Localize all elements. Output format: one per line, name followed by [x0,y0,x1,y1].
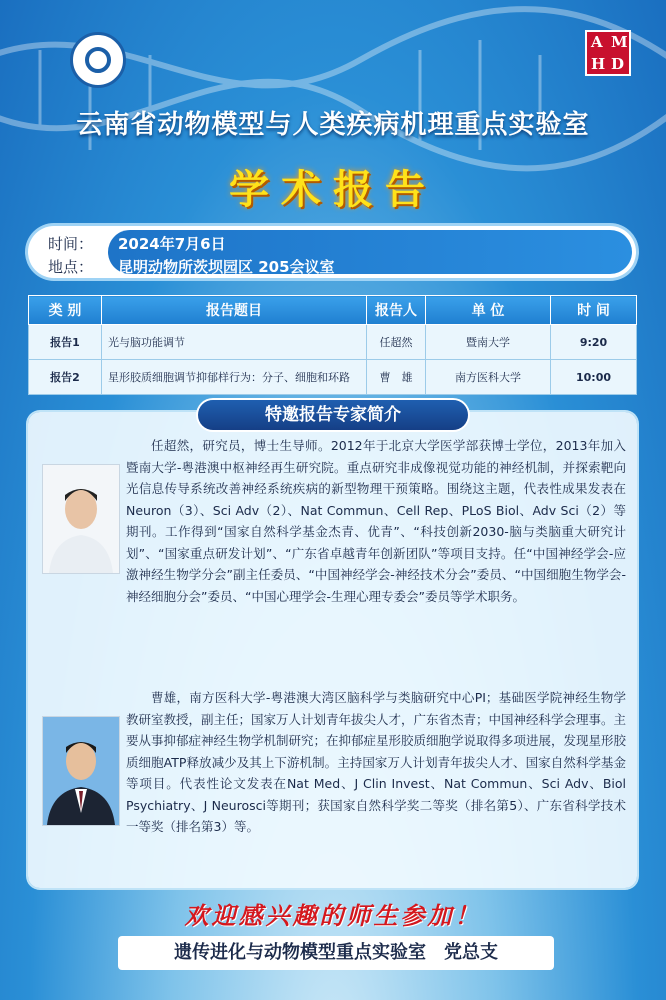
time-label: 时间： [48,235,94,253]
table-row [29,360,637,395]
row-speaker: 曹 雄 [367,360,426,395]
place-label: 地点： [48,258,94,276]
row-category: 报告2 [29,360,102,395]
logo-letter-d: D [611,55,625,73]
logo-letter-h: H [591,55,606,73]
organizer-label: 遗传进化与动物模型重点实验室 党总支 [118,936,554,970]
logo-letter-a: A [591,33,603,51]
institute-logo [70,32,126,88]
expert-section-title: 特邀报告专家简介 [198,400,468,430]
welcome-banner: 欢迎感兴趣的师生参加！ [184,901,482,930]
row-speaker: 任超然 [367,325,426,360]
speaker-photo-ren [42,464,120,574]
header-topic: 报告题目 [102,296,367,325]
row-topic: 光与脑功能调节 [102,325,367,360]
logo-ring-icon [85,47,111,73]
speaker-photo-cao [42,716,120,826]
logo-letter-m: M [611,33,628,51]
bio-ren: 任超然，研究员，博士生导师。2012年于北京大学医学部获博士学位，2013年加入暨南大学-粤港澳中枢神经再生研究院。重点研究非成像视觉功能的神经机制，并探索靶向光信息传导系统改善神经系统疾病的新型物理干预策略。围绕这主题，代表性成果发表在Neuron（3）、Sci Adv（2）、Nat Commun、Cell Rep、PLoS Biol、Adv Sci（2）等期刊。工作得到“国家自然科学基金杰青、优青”、“科技创新2030-脑与类脑重大研究计划”、“国家重点研发计划”、“广东省卓越青年创新团队”等项目支持。任“中国神经学会-应激神经生物学分会”副主任委员、“中国神经学会-神经技术分会”委员、“中国细胞生物学会-神经细胞分会”委员、“中国心理学会-生理心理专委会”委员等学术职务。 [126,438,626,604]
place-value: 昆明动物所茨坝园区 205会议室 [118,258,335,276]
row-category: 报告1 [29,325,102,360]
portrait-icon [43,717,119,825]
lab-title: 云南省动物模型与人类疾病机理重点实验室 [76,110,590,140]
table-row [29,325,637,360]
time-value: 2024年7月6日 [118,235,226,253]
amhd-logo [585,30,631,76]
bio-cao: 曹雄，南方医科大学-粤港澳大湾区脑科学与类脑研究中心PI；基础医学院神经生物学教研室教授，副主任；国家万人计划青年拔尖人才，广东省杰青；中国神经科学会理事。主要从事抑郁症神经生物学机制研究；在抑郁症星形胶质细胞学说取得多项进展，发现星形胶质细胞ATP释放减少及其上下游机制。主持国家万人计划青年拔尖人才、国家自然科学基金等项目。代表性论文发表在Nat Med、J Clin Invest、Nat Commun、Sci Adv、Biol Psychiatry、J Neurosci等期刊；获国家自然科学奖二等奖（排名第5）、广东省科学技术一等奖（排名第3）等。 [126,690,627,834]
row-time: 9:20 [551,325,637,360]
table-header-row [29,296,637,325]
header-speaker: 报告人 [367,296,426,325]
report-table [28,295,637,395]
row-unit: 南方医科大学 [426,360,551,395]
row-topic: 星形胶质细胞调节抑郁样行为：分子、细胞和环路 [102,360,367,395]
portrait-icon [43,465,119,573]
row-unit: 暨南大学 [426,325,551,360]
report-title: 学术报告 [229,167,437,213]
row-time: 10:00 [551,360,637,395]
header-unit: 单 位 [426,296,551,325]
header-time: 时 间 [551,296,637,325]
header-category: 类 别 [29,296,102,325]
